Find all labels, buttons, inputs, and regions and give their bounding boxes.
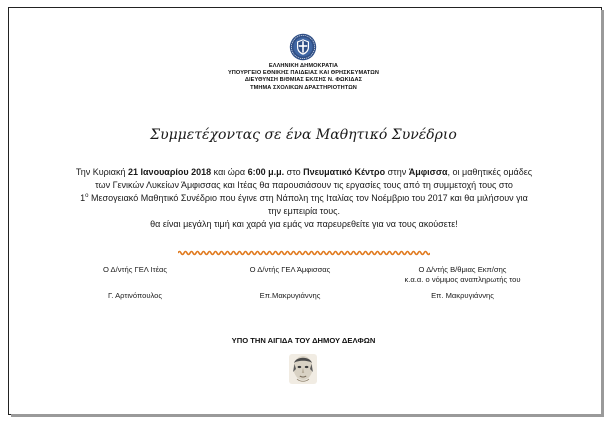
signatory-spacer xyxy=(210,275,370,285)
body-line-3 xyxy=(30,192,578,205)
frame-shadow-bottom xyxy=(11,414,604,417)
municipality-of-delphi-logo-icon xyxy=(287,352,319,386)
body-text-fragment: Την Κυριακή xyxy=(75,167,129,177)
ministry-header xyxy=(150,63,457,92)
body-line-5: θα είναι μεγάλη τιμή και χαρά για εμάς να παρευρεθείτε για να τους ακούσετε! xyxy=(150,219,458,229)
signatory-role: Ο Δ/ντής ΓΕΛ Άμφισσας xyxy=(249,265,331,274)
body-line-4: την εμπειρία τους. xyxy=(268,206,340,216)
greek-republic-emblem-icon xyxy=(289,33,317,61)
body-line-2: των Γενικών Λυκείων Άμφισσας και Ιτέας θα παρουσιάσουν τις εργασίες τους από τη συμμετοχή τους στο xyxy=(95,180,513,190)
invitation-body xyxy=(30,166,578,231)
ordinal-suffix: ο xyxy=(85,193,89,199)
signatory-name: Γ. Αρτινόπουλος xyxy=(107,291,163,300)
signatory-role: Ο Δ/ντής Β/θμιας Εκπ/σης xyxy=(418,265,507,274)
signatory-name: Επ.Μακρυγιάννης xyxy=(259,291,321,300)
signatory-name: Επ. Μακρυγιάννης xyxy=(431,291,494,300)
header-line-republic: ΕΛΛΗΝΙΚΗ ΔΗΜΟΚΡΑΤΙΑ xyxy=(268,63,339,69)
signatory-role-deputy: κ.α.α. ο νόμιμος αναπληρωτής του xyxy=(404,275,521,284)
signatory-role: Ο Δ/ντής ΓΕΛ Ιτέας xyxy=(102,265,168,274)
event-venue: Πνευματικό Κέντρο xyxy=(303,167,386,177)
header-line-department: ΤΜΗΜΑ ΣΧΟΛΙΚΩΝ ΔΡΑΣΤΗΡΙΟΤΗΤΩΝ xyxy=(250,84,357,91)
header-line-directorate: ΔΙΕΥΘΥΝΣΗ Β/ΘΜΙΑΣ ΕΚ/ΣΗΣ Ν. ΦΩΚΙΔΑΣ xyxy=(244,77,363,84)
body-text-fragment: και ώρα xyxy=(211,167,248,177)
invitation-title: Συμμετέχοντας σε ένα Μαθητικό Συνέδριο xyxy=(150,127,457,143)
signatory-itea xyxy=(60,265,210,301)
header-line-ministry: ΥΠΟΥΡΓΕΙΟ ΕΘΝΙΚΗΣ ΠΑΙΔΕΙΑΣ ΚΑΙ ΘΡΗΣΚΕΥΜΑΤΩΝ xyxy=(227,70,380,77)
body-text-fragment: στην xyxy=(385,167,409,177)
body-text-fragment: Μεσογειακό Μαθητικό Συνέδριο που έγινε στη Νάπολη της Ιταλίας τον Νοέμβριο του 2017 και θα μιλήσουν για xyxy=(88,193,528,203)
body-text-fragment: στο xyxy=(284,167,304,177)
frame-shadow-right xyxy=(601,10,604,415)
signatory-director xyxy=(375,265,550,301)
auspices-line: ΥΠΟ ΤΗΝ ΑΙΓΙΔΑ ΤΟΥ ΔΗΜΟΥ ΔΕΛΦΩΝ xyxy=(231,336,376,345)
decorative-wave-divider xyxy=(178,249,430,257)
event-time: 6:00 μ.μ. xyxy=(247,167,285,177)
event-date: 21 Ιανουαρίου 2018 xyxy=(128,167,212,177)
ordinal-number: 1 xyxy=(80,193,86,203)
signatory-amfissa xyxy=(210,265,370,301)
signatory-spacer xyxy=(60,275,210,285)
body-line-1 xyxy=(30,166,578,179)
event-city: Άμφισσα xyxy=(408,167,448,177)
body-text-fragment: , οι μαθητικές ομάδες xyxy=(447,167,533,177)
